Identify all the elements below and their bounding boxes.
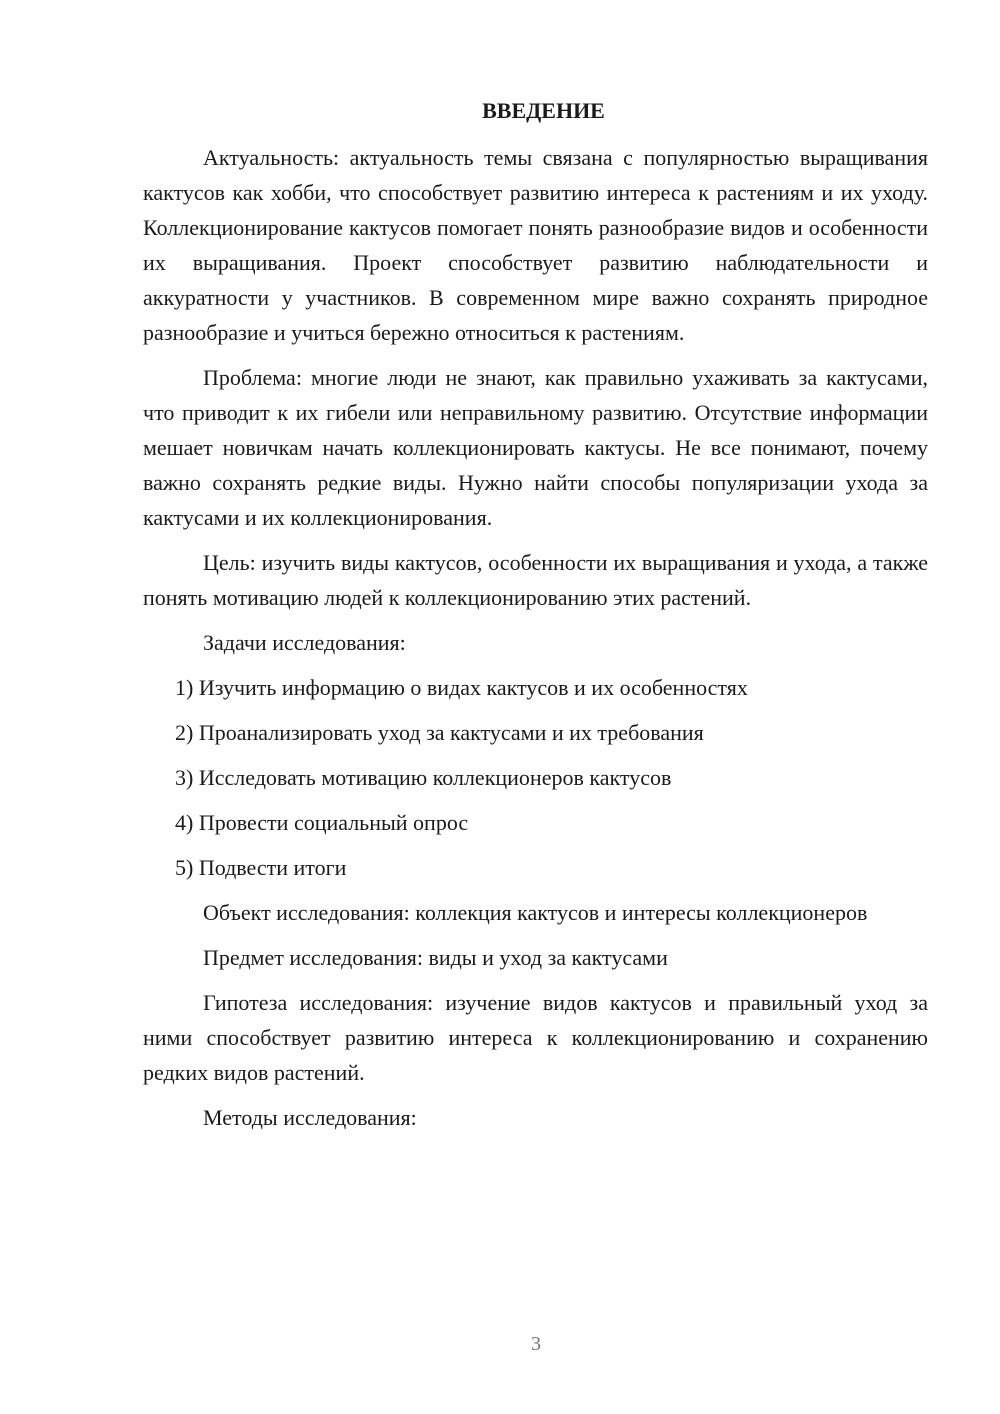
task-item: 3) Исследовать мотивацию коллекционеров кактусов — [175, 765, 672, 790]
tasks-heading: Задачи исследования: — [203, 630, 406, 655]
paragraph-relevance: Актуальность: актуальность темы связана с популярностью выращивания кактусов как хобби, что способствует развитию интереса к растениям и их уходу. Коллекционирование кактусов помогает понять разнообразие видов и особенности их выращивания. Проект способствует развитию наблюдательности и аккуратности у участников. В современном мире важно сохранять природное разнообразие и учиться бережно относиться к растениям. — [143, 145, 928, 345]
page-number: 3 — [531, 1333, 541, 1355]
methods-heading: Методы исследования: — [203, 1105, 417, 1130]
page-content — [143, 96, 928, 1145]
paragraph-goal: Цель: изучить виды кактусов, особенности их выращивания и ухода, а также понять мотивацию людей к коллекционированию этих растений. — [143, 550, 928, 610]
paragraph-problem: Проблема: многие люди не знают, как правильно ухаживать за кактусами, что приводит к их гибели или неправильному развитию. Отсутствие информации мешает новичкам начать коллекционировать кактусы. Не все понимают, почему важно сохранять редкие виды. Нужно найти способы популяризации ухода за кактусами и их коллекционирования. — [143, 365, 928, 530]
task-item: 1) Изучить информацию о видах кактусов и их особенностях — [175, 675, 748, 700]
tasks-list — [143, 670, 928, 885]
section-title: ВВЕДЕНИЕ — [482, 98, 605, 123]
task-item: 5) Подвести итоги — [175, 855, 347, 880]
paragraph-hypothesis: Гипотеза исследования: изучение видов кактусов и правильный уход за ними способствует развитию интереса к коллекционированию и сохранению редких видов растений. — [143, 990, 928, 1085]
task-item: 4) Провести социальный опрос — [175, 810, 469, 835]
paragraph-object: Объект исследования: коллекция кактусов и интересы коллекционеров — [203, 900, 868, 925]
task-item: 2) Проанализировать уход за кактусами и их требования — [175, 720, 704, 745]
paragraph-subject: Предмет исследования: виды и уход за кактусами — [203, 945, 668, 970]
